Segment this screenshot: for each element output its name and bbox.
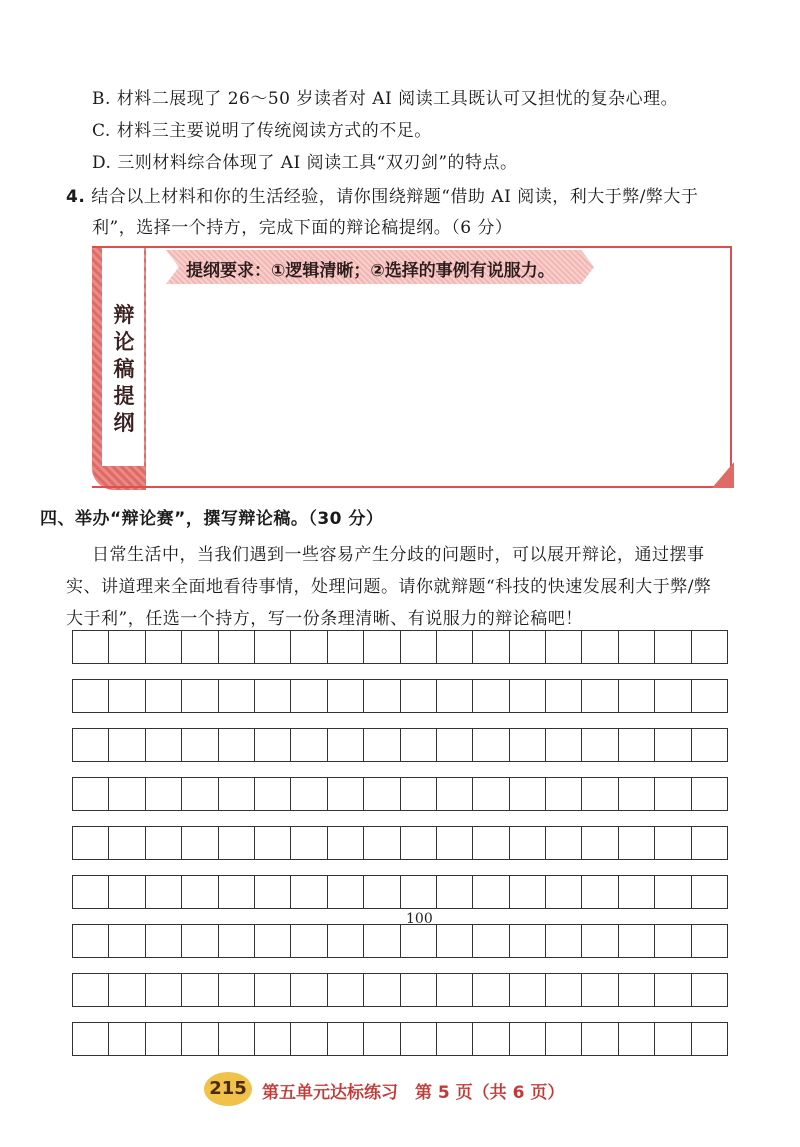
grid-cell[interactable] <box>182 729 218 761</box>
grid-cell[interactable] <box>255 680 291 712</box>
grid-cell[interactable] <box>437 974 473 1006</box>
grid-cell[interactable] <box>328 680 364 712</box>
grid-cell[interactable] <box>692 778 728 810</box>
grid-cell[interactable] <box>328 729 364 761</box>
grid-cell[interactable] <box>364 827 400 859</box>
grid-cell[interactable] <box>401 680 437 712</box>
grid-cell[interactable] <box>109 729 145 761</box>
grid-cell[interactable] <box>401 925 437 957</box>
grid-cell[interactable] <box>401 778 437 810</box>
grid-cell[interactable] <box>182 680 218 712</box>
grid-cell[interactable] <box>182 778 218 810</box>
question-4-text: 结合以上材料和你的生活经验，请你围绕辩题“借助 AI 阅读，利大于弊/弊大于 <box>91 187 699 207</box>
grid-cell[interactable] <box>619 974 655 1006</box>
grid-cell[interactable] <box>582 1023 618 1055</box>
section-4-title: 四、举办“辩论赛”，撰写辩论稿。（30 分） <box>40 509 384 529</box>
page-number-badge: 215 <box>204 1072 252 1106</box>
grid-cell[interactable] <box>146 974 182 1006</box>
grid-cell[interactable] <box>546 827 582 859</box>
grid-cell[interactable] <box>401 1023 437 1055</box>
grid-cell[interactable] <box>582 974 618 1006</box>
grid-cell[interactable] <box>655 876 691 908</box>
grid-cell[interactable] <box>546 778 582 810</box>
grid-row <box>72 728 728 762</box>
grid-cell[interactable] <box>619 925 655 957</box>
grid-cell[interactable] <box>72 680 109 712</box>
grid-cell[interactable] <box>364 729 400 761</box>
grid-cell[interactable] <box>546 876 582 908</box>
grid-cell[interactable] <box>655 680 691 712</box>
grid-cell[interactable] <box>72 925 109 957</box>
grid-cell[interactable] <box>328 827 364 859</box>
grid-cell[interactable] <box>72 876 109 908</box>
grid-row <box>72 973 728 1007</box>
grid-cell[interactable] <box>510 827 546 859</box>
grid-cell[interactable] <box>109 925 145 957</box>
grid-cell[interactable] <box>109 1023 145 1055</box>
grid-cell[interactable] <box>72 974 109 1006</box>
grid-cell[interactable] <box>473 778 509 810</box>
grid-cell[interactable] <box>655 1023 691 1055</box>
grid-cell[interactable] <box>364 778 400 810</box>
grid-cell[interactable] <box>146 876 182 908</box>
grid-cell[interactable] <box>510 876 546 908</box>
word-count-mark: 100 <box>406 911 433 927</box>
grid-cell[interactable] <box>582 631 618 663</box>
grid-cell[interactable] <box>510 631 546 663</box>
grid-row <box>72 1022 728 1056</box>
grid-cell[interactable] <box>582 925 618 957</box>
grid-cell[interactable] <box>473 827 509 859</box>
grid-cell[interactable] <box>401 974 437 1006</box>
grid-cell[interactable] <box>109 631 145 663</box>
grid-cell[interactable] <box>72 631 109 663</box>
requirement-text: 提纲要求：①逻辑清晰；②选择的事例有说服力。 <box>186 261 555 281</box>
grid-cell[interactable] <box>655 778 691 810</box>
grid-cell[interactable] <box>655 925 691 957</box>
option-b: B. 材料二展现了 26～50 岁读者对 AI 阅读工具既认可又担忧的复杂心理。 <box>92 89 679 109</box>
grid-cell[interactable] <box>582 827 618 859</box>
grid-row <box>72 630 728 664</box>
grid-cell[interactable] <box>582 876 618 908</box>
grid-cell[interactable] <box>146 827 182 859</box>
grid-cell[interactable] <box>182 827 218 859</box>
grid-cell[interactable] <box>291 680 327 712</box>
grid-cell[interactable] <box>291 729 327 761</box>
grid-cell[interactable] <box>291 827 327 859</box>
grid-cell[interactable] <box>473 729 509 761</box>
grid-cell[interactable] <box>328 631 364 663</box>
grid-cell[interactable] <box>255 778 291 810</box>
grid-cell[interactable] <box>328 876 364 908</box>
grid-cell[interactable] <box>109 876 145 908</box>
grid-cell[interactable] <box>364 974 400 1006</box>
grid-cell[interactable] <box>401 876 437 908</box>
grid-cell[interactable] <box>291 1023 327 1055</box>
grid-cell[interactable] <box>219 680 255 712</box>
grid-row <box>72 679 728 713</box>
question-4-line2: 利”，选择一个持方，完成下面的辩论稿提纲。（6 分） <box>92 218 513 238</box>
grid-cell[interactable] <box>219 1023 255 1055</box>
grid-cell[interactable] <box>182 925 218 957</box>
grid-row <box>72 777 728 811</box>
grid-cell[interactable] <box>291 876 327 908</box>
grid-cell[interactable] <box>291 974 327 1006</box>
grid-cell[interactable] <box>72 778 109 810</box>
grid-cell[interactable] <box>473 631 509 663</box>
grid-cell[interactable] <box>510 680 546 712</box>
grid-cell[interactable] <box>255 827 291 859</box>
grid-cell[interactable] <box>219 876 255 908</box>
grid-cell[interactable] <box>437 729 473 761</box>
grid-cell[interactable] <box>364 1023 400 1055</box>
grid-cell[interactable] <box>510 729 546 761</box>
grid-cell[interactable] <box>109 827 145 859</box>
grid-row <box>72 924 728 958</box>
grid-cell[interactable] <box>619 876 655 908</box>
grid-cell[interactable] <box>146 631 182 663</box>
grid-cell[interactable] <box>619 827 655 859</box>
grid-cell[interactable] <box>219 778 255 810</box>
grid-row <box>72 826 728 860</box>
grid-cell[interactable] <box>582 680 618 712</box>
grid-cell[interactable] <box>619 778 655 810</box>
grid-cell[interactable] <box>109 680 145 712</box>
grid-cell[interactable] <box>473 876 509 908</box>
grid-cell[interactable] <box>619 631 655 663</box>
grid-cell[interactable] <box>437 680 473 712</box>
grid-cell[interactable] <box>401 729 437 761</box>
grid-cell[interactable] <box>546 925 582 957</box>
grid-cell[interactable] <box>255 974 291 1006</box>
grid-cell[interactable] <box>692 925 728 957</box>
grid-cell[interactable] <box>582 729 618 761</box>
grid-cell[interactable] <box>692 876 728 908</box>
grid-cell[interactable] <box>473 925 509 957</box>
grid-cell[interactable] <box>437 827 473 859</box>
footer-text: 第五单元达标练习 第 5 页（共 6 页） <box>262 1083 565 1103</box>
grid-cell[interactable] <box>364 680 400 712</box>
grid-cell[interactable] <box>219 827 255 859</box>
grid-cell[interactable] <box>328 974 364 1006</box>
grid-cell[interactable] <box>692 827 728 859</box>
grid-cell[interactable] <box>437 925 473 957</box>
grid-cell[interactable] <box>692 680 728 712</box>
grid-cell[interactable] <box>546 974 582 1006</box>
grid-cell[interactable] <box>146 778 182 810</box>
grid-cell[interactable] <box>510 1023 546 1055</box>
grid-cell[interactable] <box>291 925 327 957</box>
grid-cell[interactable] <box>364 876 400 908</box>
grid-cell[interactable] <box>437 876 473 908</box>
grid-cell[interactable] <box>655 827 691 859</box>
question-4-line1 <box>66 182 698 207</box>
grid-cell[interactable] <box>692 729 728 761</box>
grid-cell[interactable] <box>546 680 582 712</box>
grid-cell[interactable] <box>328 1023 364 1055</box>
grid-cell[interactable] <box>219 631 255 663</box>
section-4-para-1: 日常生活中，当我们遇到一些容易产生分歧的问题时，可以展开辩论，通过摆事 <box>92 545 705 565</box>
grid-cell[interactable] <box>291 631 327 663</box>
grid-cell[interactable] <box>364 925 400 957</box>
grid-cell[interactable] <box>619 680 655 712</box>
grid-cell[interactable] <box>546 729 582 761</box>
grid-cell[interactable] <box>510 778 546 810</box>
grid-cell[interactable] <box>255 876 291 908</box>
grid-cell[interactable] <box>182 876 218 908</box>
grid-cell[interactable] <box>473 1023 509 1055</box>
grid-cell[interactable] <box>109 974 145 1006</box>
grid-cell[interactable] <box>582 778 618 810</box>
grid-cell[interactable] <box>692 631 728 663</box>
grid-cell[interactable] <box>255 729 291 761</box>
grid-cell[interactable] <box>437 778 473 810</box>
grid-cell[interactable] <box>619 1023 655 1055</box>
grid-cell[interactable] <box>546 631 582 663</box>
grid-cell[interactable] <box>291 778 327 810</box>
grid-cell[interactable] <box>146 1023 182 1055</box>
grid-cell[interactable] <box>328 925 364 957</box>
grid-cell[interactable] <box>619 729 655 761</box>
question-number: 4. <box>66 187 86 207</box>
grid-cell[interactable] <box>655 729 691 761</box>
grid-row <box>72 875 728 909</box>
outline-side-label: 辩 论 稿 提 纲 <box>113 303 135 435</box>
grid-cell[interactable] <box>255 631 291 663</box>
grid-cell[interactable] <box>473 680 509 712</box>
grid-cell[interactable] <box>655 974 691 1006</box>
grid-cell[interactable] <box>401 631 437 663</box>
option-c: C. 材料三主要说明了传统阅读方式的不足。 <box>92 121 432 141</box>
grid-cell[interactable] <box>473 974 509 1006</box>
option-d: D. 三则材料综合体现了 AI 阅读工具“双刃剑”的特点。 <box>92 153 518 173</box>
grid-cell[interactable] <box>182 631 218 663</box>
grid-cell[interactable] <box>146 925 182 957</box>
grid-cell[interactable] <box>255 1023 291 1055</box>
grid-cell[interactable] <box>692 1023 728 1055</box>
grid-cell[interactable] <box>364 631 400 663</box>
grid-cell[interactable] <box>72 1023 109 1055</box>
grid-cell[interactable] <box>255 925 291 957</box>
grid-cell[interactable] <box>510 925 546 957</box>
grid-cell[interactable] <box>219 925 255 957</box>
grid-cell[interactable] <box>72 827 109 859</box>
grid-cell[interactable] <box>72 729 109 761</box>
grid-cell[interactable] <box>328 778 364 810</box>
grid-cell[interactable] <box>437 631 473 663</box>
grid-cell[interactable] <box>437 1023 473 1055</box>
grid-cell[interactable] <box>182 974 218 1006</box>
grid-cell[interactable] <box>546 1023 582 1055</box>
grid-cell[interactable] <box>655 631 691 663</box>
section-4-para-2: 实、讲道理来全面地看待事情，处理问题。请你就辩题“科技的快速发展利大于弊/弊 <box>66 577 712 597</box>
grid-cell[interactable] <box>182 1023 218 1055</box>
grid-cell[interactable] <box>510 974 546 1006</box>
grid-cell[interactable] <box>146 680 182 712</box>
grid-cell[interactable] <box>219 974 255 1006</box>
grid-cell[interactable] <box>692 974 728 1006</box>
grid-cell[interactable] <box>109 778 145 810</box>
grid-cell[interactable] <box>146 729 182 761</box>
grid-cell[interactable] <box>401 827 437 859</box>
section-4-para-3: 大于利”，任选一个持方，写一份条理清晰、有说服力的辩论稿吧！ <box>66 609 583 629</box>
grid-cell[interactable] <box>219 729 255 761</box>
